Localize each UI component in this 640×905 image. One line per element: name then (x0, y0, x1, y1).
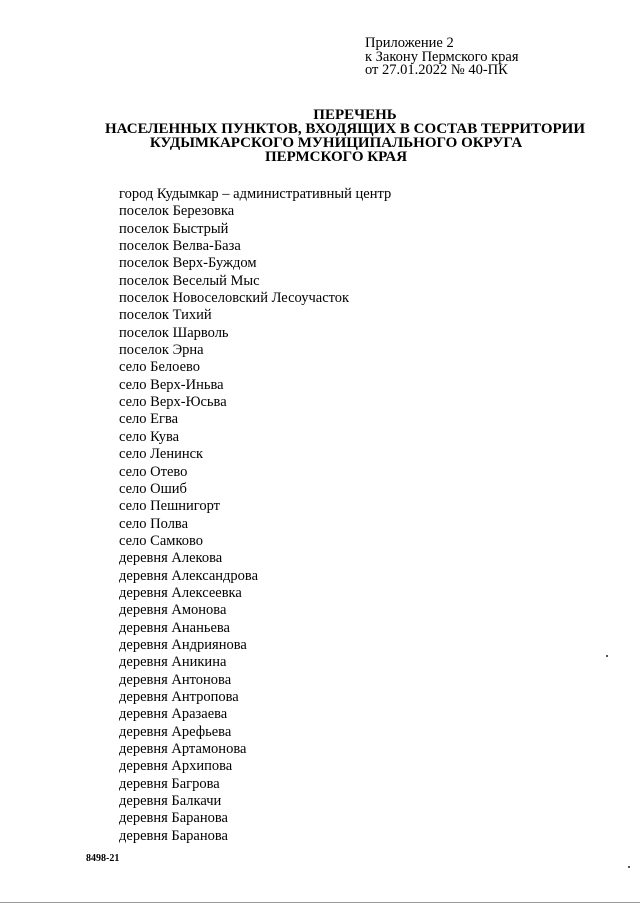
scan-speck (606, 655, 608, 657)
settlement-item: село Ленинск (119, 446, 204, 463)
settlement-item: поселок Велва-База (119, 238, 241, 255)
settlement-item: село Пешнигорт (119, 498, 220, 515)
title-line-2: НАСЕЛЕННЫХ ПУНКТОВ, ВХОДЯЩИХ В СОСТАВ ТЕРРИТОРИИ (104, 121, 585, 137)
settlement-item: село Верх-Юсьва (119, 394, 227, 411)
settlement-item: деревня Балкачи (119, 793, 222, 810)
settlement-item: поселок Верх-Буждом (119, 255, 257, 272)
appendix-law-reference: к Закону Пермского края (365, 48, 519, 65)
settlement-item: деревня Амонова (119, 602, 227, 619)
settlement-item: деревня Александрова (119, 567, 259, 584)
settlement-item: поселок Новоселовский Лесоучасток (119, 290, 350, 307)
settlement-item: поселок Быстрый (119, 220, 229, 237)
title-line-1: ПЕРЕЧЕНЬ (313, 107, 397, 123)
settlement-item: деревня Артамонова (119, 741, 247, 757)
settlement-item: поселок Березовка (119, 203, 235, 220)
title-line-4: ПЕРМСКОГО КРАЯ (264, 149, 408, 165)
appendix-header (365, 37, 519, 78)
settlement-item: село Верх-Иньва (119, 376, 224, 393)
settlement-item: поселок Шарволь (119, 324, 229, 341)
settlement-item: деревня Ананьева (119, 619, 230, 636)
settlement-item: деревня Багрова (119, 775, 220, 792)
settlement-list (119, 186, 391, 845)
settlement-item: деревня Аникина (119, 654, 227, 671)
appendix-number: Приложение 2 (365, 35, 454, 51)
settlement-item: село Ошиб (119, 480, 187, 497)
settlement-item: деревня Баранова (119, 810, 228, 827)
settlement-item: деревня Алексеевка (119, 584, 242, 601)
settlement-item: село Отево (119, 463, 188, 480)
settlement-item: деревня Баранова (119, 827, 228, 844)
settlement-item: поселок Эрна (119, 342, 204, 359)
settlement-item: деревня Алекова (119, 550, 223, 567)
settlement-item: село Полва (119, 515, 189, 532)
settlement-item: деревня Антропова (119, 688, 239, 705)
settlement-item: поселок Веселый Мыс (119, 272, 260, 289)
settlement-item: деревня Андриянова (119, 636, 247, 653)
appendix-law-date: от 27.01.2022 № 40-ПК (365, 62, 508, 78)
document-number: 8498-21 (86, 853, 120, 864)
settlement-item: село Кува (119, 428, 180, 445)
settlement-item: деревня Архипова (119, 758, 233, 775)
settlement-item: поселок Тихий (119, 307, 212, 324)
title-line-3: КУДЫМКАРСКОГО МУНИЦИПАЛЬНОГО ОКРУГА (149, 135, 523, 151)
page-bottom-edge (0, 902, 640, 903)
settlement-item: село Белоево (119, 359, 201, 376)
document-title (0, 108, 640, 164)
settlement-item: город Кудымкар – административный центр (119, 186, 392, 202)
settlement-item: село Егва (119, 411, 179, 428)
settlement-item: деревня Аразаева (119, 706, 228, 723)
settlement-item: деревня Арефьева (119, 723, 232, 740)
scan-speck (628, 866, 630, 868)
settlement-item: село Самково (119, 532, 203, 549)
settlement-item: деревня Антонова (119, 671, 232, 688)
